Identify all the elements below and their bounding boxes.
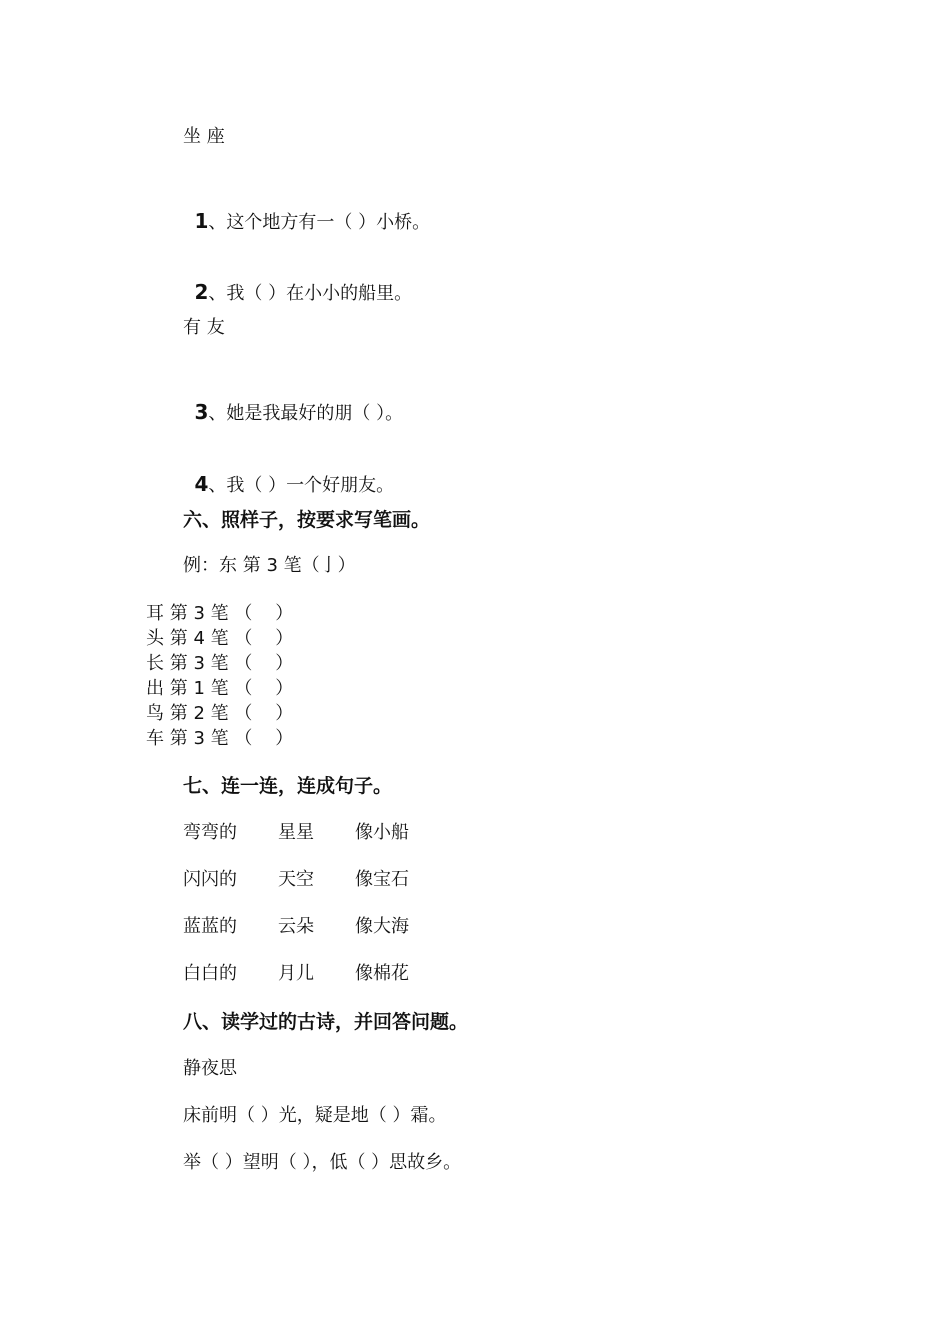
section-heading-7: 七、连一连，连成句子。 [183, 775, 393, 797]
question-4 [183, 448, 394, 498]
question-3 [183, 376, 403, 426]
word-pair-you: 有 友 [183, 317, 225, 338]
match-noun: 星星 [278, 822, 314, 843]
match-simile: 像小船 [355, 822, 409, 843]
section-heading-8: 八、读学过的古诗，并回答问题。 [183, 1011, 469, 1033]
match-noun: 云朵 [278, 916, 314, 937]
match-adjective: 闪闪的 [183, 869, 237, 890]
poem-title: 静夜思 [183, 1058, 237, 1079]
stroke-item: 长 第 3 笔 （ ） [146, 653, 294, 674]
question-text: 、这个地方有一（ ）小桥。 [208, 212, 431, 233]
match-adjective: 弯弯的 [183, 822, 237, 843]
match-noun: 月儿 [278, 963, 314, 984]
question-number: 3 [194, 400, 209, 424]
stroke-item: 鸟 第 2 笔 （ ） [146, 703, 294, 724]
stroke-item: 出 第 1 笔 （ ） [146, 678, 294, 699]
question-number: 4 [194, 472, 209, 496]
poem-line-2: 举（ ）望明（ ），低（ ）思故乡。 [183, 1152, 462, 1173]
match-simile: 像宝石 [355, 869, 409, 890]
match-simile: 像大海 [355, 916, 409, 937]
word-pair-zuo: 坐 座 [183, 126, 225, 147]
question-1 [183, 185, 430, 235]
stroke-item: 车 第 3 笔 （ ） [146, 728, 294, 749]
poem-line-1: 床前明（ ）光，疑是地（ ）霜。 [183, 1105, 447, 1126]
stroke-item: 头 第 4 笔 （ ） [146, 628, 294, 649]
question-text: 、我（ ）一个好朋友。 [208, 475, 395, 496]
match-adjective: 白白的 [183, 963, 237, 984]
question-number: 1 [194, 209, 209, 233]
question-text: 、我（ ）在小小的船里。 [208, 283, 413, 304]
stroke-item: 耳 第 3 笔 （ ） [146, 603, 294, 624]
question-text: 、她是我最好的朋（ ）。 [208, 403, 404, 424]
stroke-example: 例：东 第 3 笔（亅） [183, 555, 356, 576]
question-number: 2 [194, 280, 209, 304]
question-2 [183, 256, 412, 306]
match-simile: 像棉花 [355, 963, 409, 984]
section-heading-6: 六、照样子，按要求写笔画。 [183, 509, 431, 531]
match-noun: 天空 [278, 869, 314, 890]
match-adjective: 蓝蓝的 [183, 916, 237, 937]
